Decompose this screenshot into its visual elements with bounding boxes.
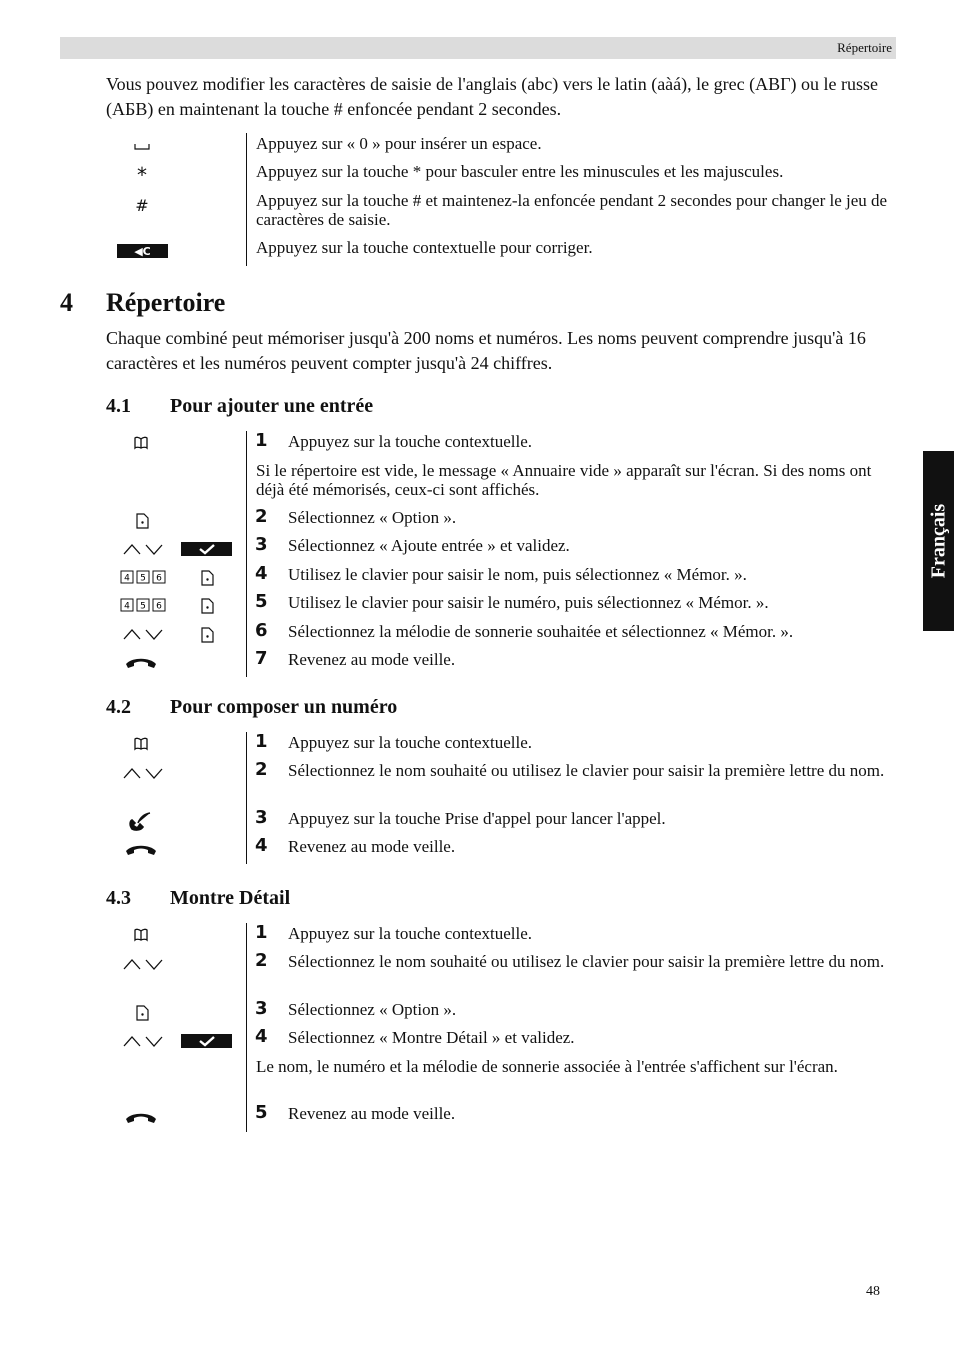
- keypad-digit-6: 6: [156, 601, 162, 612]
- section-intro: Chaque combiné peut mémoriser jusqu'à 200 noms et numéros. Les noms peuvent comprendre jusqu'à 16 caractères et les numéros peuvent compter jusqu'à 24 chiffres.: [106, 328, 866, 373]
- step-number: 7: [255, 648, 268, 669]
- star-key-icon: [132, 165, 152, 185]
- step-note: Le nom, le numéro et la mélodie de sonnerie associée à l'entrée s'affichent sur l'écran.: [256, 1057, 838, 1076]
- step-number: 4: [255, 1026, 268, 1047]
- option-softkey-icon: [134, 1004, 150, 1022]
- step-text: Appuyez sur la touche Prise d'appel pour lancer l'appel.: [288, 809, 666, 828]
- option-softkey-icon: [199, 597, 215, 615]
- keypad-icon: [120, 598, 166, 612]
- running-header-title: Répertoire: [837, 40, 892, 55]
- step-number: 6: [255, 620, 268, 641]
- keypad-digit-5: 5: [140, 573, 146, 584]
- step-text: Sélectionnez « Option ».: [288, 1000, 457, 1019]
- step-text: Sélectionnez le nom souhaité ou utilisez le clavier pour saisir la première lettre du nom.: [288, 761, 885, 780]
- end-call-icon: [124, 655, 158, 671]
- running-header: [60, 37, 896, 59]
- backspace-c-glyph: ◀C: [134, 244, 151, 258]
- step-text: Revenez au mode veille.: [288, 1104, 456, 1123]
- keypad-digit-4: 4: [124, 601, 130, 612]
- step-text: Appuyez sur la touche contextuelle.: [288, 924, 533, 943]
- hash-key-icon: [133, 195, 151, 215]
- step-text: Revenez au mode veille.: [288, 837, 456, 856]
- subsection-4-1-divider: [246, 431, 247, 677]
- subsection-4-3-title: Montre Détail: [170, 887, 291, 909]
- end-call-icon: [124, 1110, 158, 1126]
- step-text: Sélectionnez « Ajoute entrée » et validez.: [288, 536, 570, 555]
- step-number: 2: [255, 759, 268, 780]
- input-table-divider: [246, 133, 247, 266]
- subsection-4-1-number: 4.1: [106, 395, 131, 417]
- step-number: 2: [255, 950, 268, 971]
- call-pickup-icon: [127, 810, 153, 832]
- step-text: Utilisez le clavier pour saisir le nom, puis sélectionnez « Mémor. ».: [288, 565, 747, 584]
- phonebook-icon: [132, 736, 150, 752]
- validate-check-icon: [181, 1034, 232, 1048]
- subsection-4-1-title: Pour ajouter une entrée: [170, 395, 374, 417]
- language-tab: [923, 451, 954, 631]
- input-row-star-text: Appuyez sur la touche * pour basculer entre les minuscules et les majuscules.: [256, 162, 784, 181]
- page-number: 48: [866, 1284, 880, 1299]
- star-key-glyph: *: [137, 163, 147, 187]
- up-down-arrows-icon: [121, 956, 165, 972]
- input-row-space-text: Appuyez sur « 0 » pour insérer un espace.: [256, 134, 542, 153]
- hash-key-glyph: #: [135, 195, 149, 215]
- step-text: Sélectionnez la mélodie de sonnerie souhaitée et sélectionnez « Mémor. ».: [288, 622, 794, 641]
- subsection-4-3-number: 4.3: [106, 887, 131, 909]
- step-number: 1: [255, 430, 268, 451]
- step-number: 4: [255, 563, 268, 584]
- subsection-4-3-divider: [246, 923, 247, 1132]
- step-text: Appuyez sur la touche contextuelle.: [288, 432, 533, 451]
- validate-check-icon: [181, 542, 232, 556]
- step-text: Sélectionnez le nom souhaité ou utilisez le clavier pour saisir la première lettre du nom.: [288, 952, 885, 971]
- step-number: 3: [255, 998, 268, 1019]
- backspace-c-icon: [117, 244, 168, 258]
- section-number: 4: [60, 288, 73, 317]
- intro-paragraph: Vous pouvez modifier les caractères de saisie de l'anglais (abc) vers le latin (aàá), le grec (ΑΒΓ) ou le russe (АБВ) en maintenant la touche # enfoncée pendant 2 secondes.: [106, 74, 879, 119]
- phonebook-icon: [132, 927, 150, 943]
- phonebook-icon: [132, 435, 150, 451]
- step-text: Sélectionnez « Montre Détail » et validez.: [288, 1028, 575, 1047]
- language-tab-label: Français: [927, 503, 949, 579]
- keypad-icon: [120, 570, 166, 584]
- subsection-4-2-number: 4.2: [106, 696, 131, 718]
- step-number: 2: [255, 506, 268, 527]
- step-number: 1: [255, 922, 268, 943]
- keypad-digit-6: 6: [156, 573, 162, 584]
- step-number: 3: [255, 807, 268, 828]
- input-row-correct-text: Appuyez sur la touche contextuelle pour corriger.: [256, 238, 593, 257]
- end-call-icon: [124, 842, 158, 858]
- step-number: 5: [255, 591, 268, 612]
- up-down-arrows-icon: [121, 541, 165, 557]
- subsection-4-2-title: Pour composer un numéro: [170, 696, 398, 718]
- option-softkey-icon: [199, 569, 215, 587]
- step-note: Si le répertoire est vide, le message « Annuaire vide » apparaît sur l'écran. Si des noms ont déjà été mémorisés, ceux-ci sont affichés.: [256, 461, 872, 499]
- option-softkey-icon: [199, 626, 215, 644]
- keypad-digit-5: 5: [140, 601, 146, 612]
- up-down-arrows-icon: [121, 626, 165, 642]
- option-softkey-icon: [134, 512, 150, 530]
- keypad-digit-4: 4: [124, 573, 130, 584]
- step-text: Revenez au mode veille.: [288, 650, 456, 669]
- up-down-arrows-icon: [121, 1033, 165, 1049]
- step-number: 4: [255, 835, 268, 856]
- step-number: 1: [255, 731, 268, 752]
- step-number: 3: [255, 534, 268, 555]
- up-down-arrows-icon: [121, 765, 165, 781]
- space-key-icon: [133, 140, 151, 154]
- step-number: 5: [255, 1102, 268, 1123]
- section-title: Répertoire: [106, 288, 226, 317]
- input-row-hash-text: Appuyez sur la touche # et maintenez-la enfoncée pendant 2 secondes pour changer le jeu de caractères de saisie.: [256, 191, 888, 229]
- subsection-4-2-divider: [246, 732, 247, 864]
- step-text: Sélectionnez « Option ».: [288, 508, 457, 527]
- step-text: Appuyez sur la touche contextuelle.: [288, 733, 533, 752]
- step-text: Utilisez le clavier pour saisir le numéro, puis sélectionnez « Mémor. ».: [288, 593, 769, 612]
